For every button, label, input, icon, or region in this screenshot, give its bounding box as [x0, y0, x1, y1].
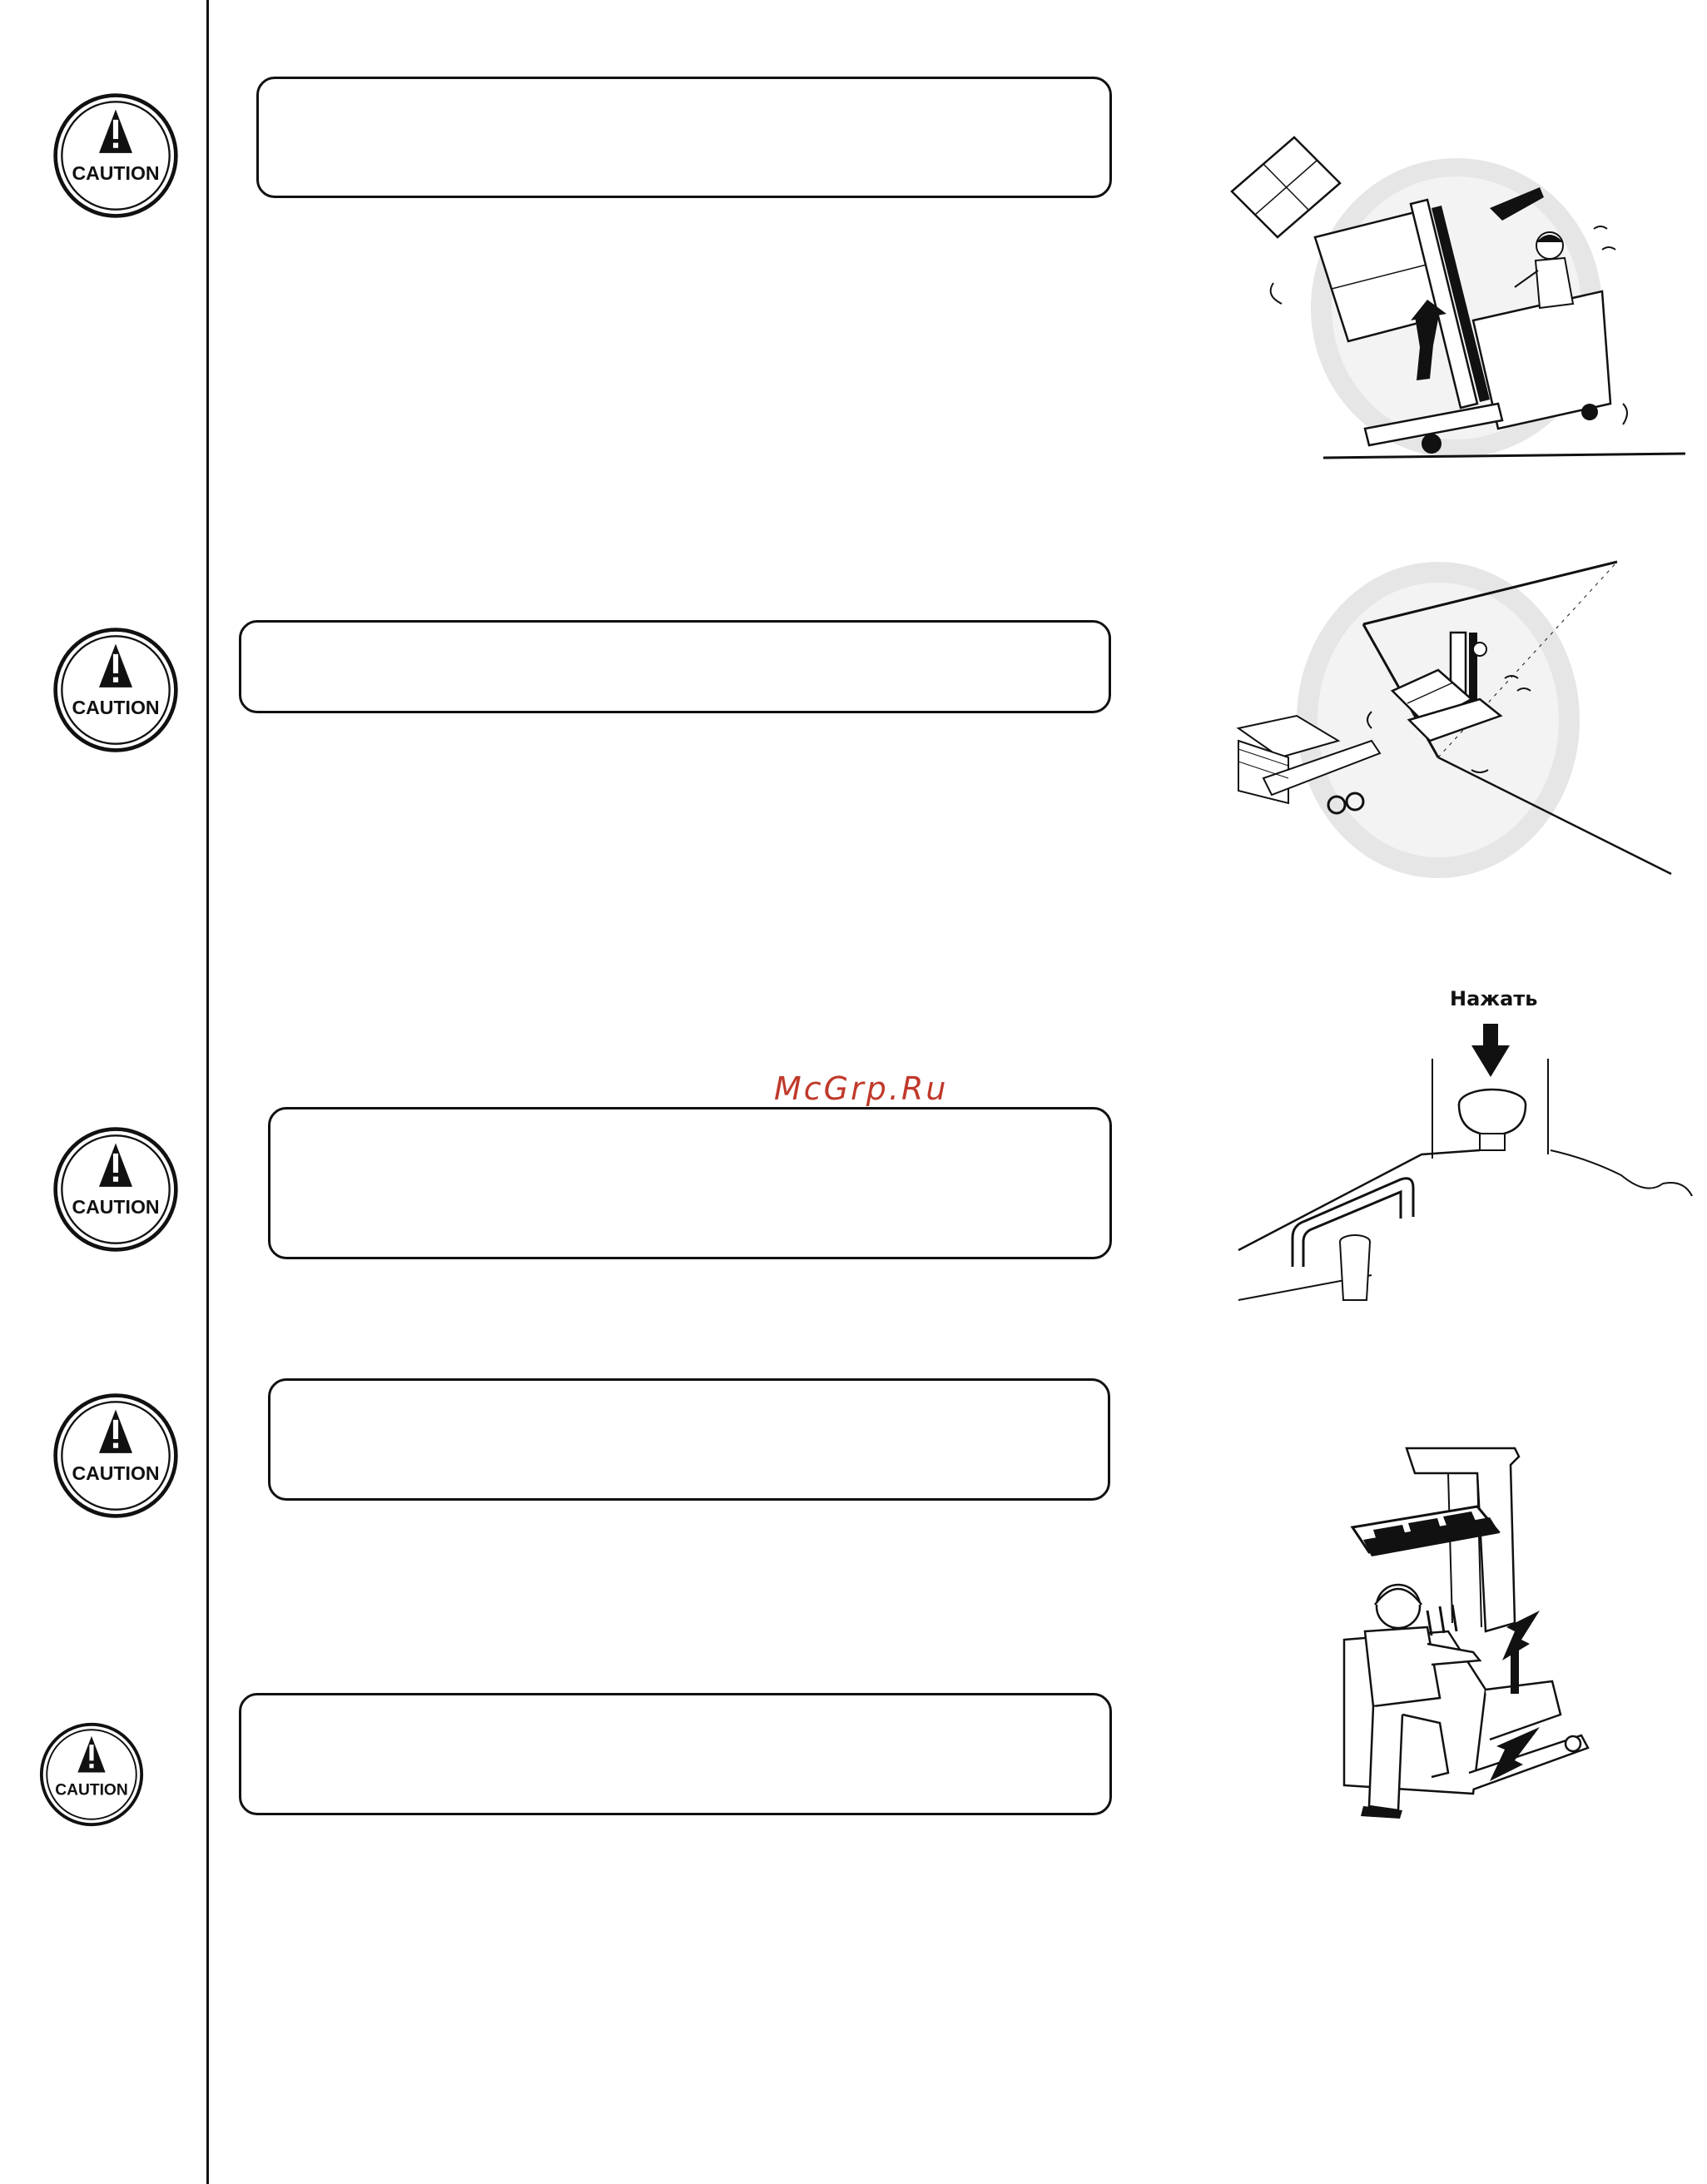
- caution-text-box: [268, 1378, 1110, 1501]
- margin-divider-line: [206, 0, 209, 2184]
- forklift-collision-illustration: [1230, 553, 1696, 886]
- caution-icon: [52, 1392, 180, 1520]
- caution-text-box: [239, 1693, 1112, 1815]
- watermark: McGrp.Ru: [774, 1070, 949, 1107]
- caution-icon: [38, 1721, 145, 1828]
- caution-icon: [52, 626, 180, 754]
- caution-text-box: [256, 77, 1112, 198]
- caution-icon: [52, 92, 180, 220]
- caution-text-box: [268, 1107, 1112, 1259]
- caution-text: CAUTION: [72, 1196, 160, 1219]
- press-button-illustration: [1230, 1017, 1696, 1317]
- tipping-forklift-illustration: [1223, 129, 1690, 470]
- caution-text: CAUTION: [55, 1781, 128, 1799]
- caution-text: CAUTION: [72, 162, 160, 185]
- operator-reach-truck-illustration: [1323, 1440, 1606, 1839]
- caution-icon: [52, 1125, 180, 1253]
- caution-text: CAUTION: [72, 1462, 160, 1485]
- caution-text: CAUTION: [72, 697, 160, 719]
- press-label: Нажать: [1450, 987, 1538, 1010]
- caution-text-box: [239, 620, 1111, 713]
